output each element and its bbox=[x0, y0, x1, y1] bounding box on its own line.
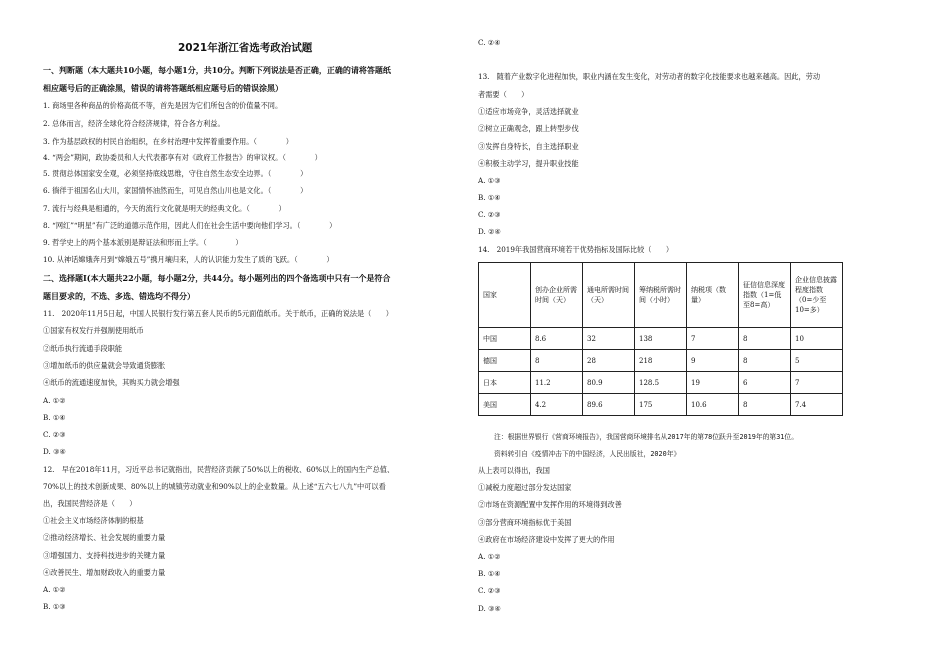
q13-option-a: A. ①③ bbox=[478, 176, 501, 185]
table-cell: 9 bbox=[687, 350, 739, 372]
q13-option-d: D. ②④ bbox=[478, 227, 501, 236]
q13-statement-4: ④积极主动学习，提升职业技能 bbox=[478, 159, 579, 168]
table-cell: 德国 bbox=[479, 350, 531, 372]
table-cell: 美国 bbox=[479, 394, 531, 416]
q13-stem-line1: 13. 随着产业数字化进程加快，职业内涵在发生变化，对劳动者的数字化技能要求也越来越高。因此，劳动 bbox=[478, 72, 821, 81]
q11-option-d: D. ③④ bbox=[43, 447, 66, 456]
table-cell: 7 bbox=[687, 328, 739, 350]
q11-option-c: C. ②③ bbox=[43, 430, 66, 439]
judgment-item-5: 5. 贯彻总体国家安全观，必须坚持底线思维，守住自然生态安全边界。（ ） bbox=[43, 169, 308, 178]
table-cell: 中国 bbox=[479, 328, 531, 350]
q14-lead: 从上表可以得出，我国 bbox=[478, 466, 550, 475]
q14-statement-2: ②市场在资源配置中发挥作用的环境得到改善 bbox=[478, 500, 622, 509]
table-header-cell: 国家 bbox=[479, 263, 531, 328]
q13-stem-line2: 者需要（ ） bbox=[478, 90, 529, 99]
q12-statement-2: ②推动经济增长、社会发展的重要力量 bbox=[43, 533, 166, 542]
table-cell: 10.6 bbox=[687, 394, 739, 416]
table-cell: 日本 bbox=[479, 372, 531, 394]
table-cell: 128.5 bbox=[635, 372, 687, 394]
q11-statement-2: ②纸币执行流通手段职能 bbox=[43, 344, 123, 353]
q12-stem-line1: 12. 早在2018年11月，习近平总书记就指出，民营经济贡献了50%以上的税收、60%以上的国内生产总值、 bbox=[43, 465, 395, 474]
table-cell: 19 bbox=[687, 372, 739, 394]
q14-option-d: D. ③④ bbox=[478, 604, 501, 613]
q11-option-b: B. ①④ bbox=[43, 413, 66, 422]
table-row bbox=[479, 350, 843, 372]
environment-table bbox=[478, 262, 843, 416]
table-cell: 175 bbox=[635, 394, 687, 416]
q14-statement-4: ④政府在市场经济建设中发挥了更大的作用 bbox=[478, 535, 615, 544]
table-row bbox=[479, 394, 843, 416]
q13-statement-1: ①适应市场竞争，灵活选择就业 bbox=[478, 107, 579, 116]
table-cell: 8 bbox=[739, 328, 791, 350]
table-cell: 7.4 bbox=[791, 394, 843, 416]
table-cell: 8 bbox=[739, 394, 791, 416]
judgment-item-4: 4. “两会”期间，政协委员和人大代表都享有对《政府工作报告》的审议权。（ ） bbox=[43, 153, 322, 162]
section2-heading-line2: 题目要求的，不选、多选、错选均不得分） bbox=[43, 291, 195, 301]
judgment-item-8: 8. “网红”“明星”有广泛的道德示范作用，因此人们在社会生活中要向他们学习。（ ） bbox=[43, 221, 337, 230]
table-cell: 80.9 bbox=[583, 372, 635, 394]
q12-statement-4: ④改善民生、增加财政收入的重要力量 bbox=[43, 568, 166, 577]
q11-statement-1: ①国家有权发行并强制使用纸币 bbox=[43, 326, 144, 335]
table-cell: 89.6 bbox=[583, 394, 635, 416]
q14-statement-1: ①减税力度超过部分发达国家 bbox=[478, 483, 572, 492]
q14-option-b: B. ①④ bbox=[478, 569, 501, 578]
section1-heading-line2: 相应题号后的正确涂黑，错误的请将答题纸相应题号后的错误涂黑） bbox=[43, 83, 283, 93]
table-cell: 4.2 bbox=[531, 394, 583, 416]
q12-stem-line2: 70%以上的技术创新成果、80%以上的城镇劳动就业和90%以上的企业数量。从上述“五六七八九”中可以看 bbox=[43, 482, 386, 491]
q12-option-a: A. ①② bbox=[43, 585, 66, 594]
judgment-item-3: 3. 作为基层政权的村民自治组织，在乡村治理中发挥着重要作用。（ ） bbox=[43, 137, 293, 146]
table-header-cell: 企业信息披露程度指数（0=少至10=多） bbox=[791, 263, 843, 328]
table-cell: 8 bbox=[531, 350, 583, 372]
q11-statement-3: ③增加纸币的供应量就会导致通货膨胀 bbox=[43, 361, 166, 370]
table-cell: 7 bbox=[791, 372, 843, 394]
table-header-cell: 筹纳税所需时间（小时） bbox=[635, 263, 687, 328]
table-header-cell: 通电所需时间（天） bbox=[583, 263, 635, 328]
table-header-cell: 创办企业所需时间（天） bbox=[531, 263, 583, 328]
q14-statement-3: ③部分营商环境指标优于美国 bbox=[478, 518, 572, 527]
judgment-item-6: 6. 徜徉于祖国名山大川，家国情怀油然而生，可见自然山川也是文化。（ ） bbox=[43, 186, 308, 195]
q11-stem: 11. 2020年11月5日起，中国人民银行发行第五套人民币的5元面值纸币。关于纸币，正确的说法是（ ） bbox=[43, 309, 393, 318]
table-cell: 11.2 bbox=[531, 372, 583, 394]
section2-heading-line1: 二、选择题Ⅰ(本大题共22小题，每小题2分，共44分。每小题列出的四个备选项中只有一个是符合 bbox=[43, 273, 391, 283]
q11-option-a: A. ①② bbox=[43, 396, 66, 405]
table-cell: 8 bbox=[739, 350, 791, 372]
q13-statement-2: ②树立正确观念，跟上转型步伐 bbox=[478, 124, 579, 133]
q13-option-b: B. ①④ bbox=[478, 193, 501, 202]
page-title: 2021年浙江省选考政治试题 bbox=[178, 42, 313, 54]
section1-heading-line1: 一、判断题（本大题共10小题，每小题1分，共10分。判断下列说法是否正确，正确的请将答题纸 bbox=[43, 65, 391, 75]
table-cell: 6 bbox=[739, 372, 791, 394]
table-source: 资料转引自《疫情冲击下的中国经济，人民出版社，2020年》 bbox=[494, 450, 681, 458]
q12-statement-1: ①社会主义市场经济体制的根基 bbox=[43, 516, 144, 525]
table-row bbox=[479, 328, 843, 350]
table-note: 注：根据世界银行《营商环境报告》，我国营商环境排名从2017年的第78位跃升至2019年的第31位。 bbox=[494, 433, 798, 441]
table-cell: 10 bbox=[791, 328, 843, 350]
table-cell: 28 bbox=[583, 350, 635, 372]
table-cell: 8.6 bbox=[531, 328, 583, 350]
q13-statement-3: ③发挥自身特长，自主选择职业 bbox=[478, 142, 579, 151]
judgment-item-9: 9. 哲学史上的两个基本派别是辩证法和形而上学。（ ） bbox=[43, 238, 243, 247]
q14-option-c: C. ②③ bbox=[478, 586, 501, 595]
table-header-row bbox=[479, 263, 843, 328]
q12-option-b: B. ①③ bbox=[43, 602, 66, 611]
judgment-item-10: 10. 从神话嫦娥奔月到“嫦娥五号”携月壤归来，人的认识能力发生了质的飞跃。（ ） bbox=[43, 255, 334, 264]
table-cell: 218 bbox=[635, 350, 687, 372]
table-header-cell: 征信信息深度指数（1=低至8=高） bbox=[739, 263, 791, 328]
judgment-item-2: 2. 总体而言，经济全球化符合经济规律，符合各方利益。 bbox=[43, 119, 225, 128]
q13-option-c: C. ②③ bbox=[478, 210, 501, 219]
table-header-cell: 纳税项（数量） bbox=[687, 263, 739, 328]
table-cell: 5 bbox=[791, 350, 843, 372]
judgment-item-7: 7. 流行与经典是相通的，今天的流行文化就是明天的经典文化。（ ） bbox=[43, 204, 286, 213]
table-row bbox=[479, 372, 843, 394]
q14-option-a: A. ①② bbox=[478, 552, 501, 561]
q11-statement-4: ④纸币的流通速度加快，其购买力就会增强 bbox=[43, 378, 180, 387]
judgment-item-1: 1. 商场里各种商品的价格高低不等，首先是因为它们所包含的价值量不同。 bbox=[43, 101, 283, 110]
table-cell: 32 bbox=[583, 328, 635, 350]
table-cell: 138 bbox=[635, 328, 687, 350]
q12-stem-line3: 出，我国民营经济是（ ） bbox=[43, 499, 137, 508]
q12-statement-3: ③增强国力、支持科技进步的关键力量 bbox=[43, 551, 166, 560]
q12-option-c: C. ②④ bbox=[478, 38, 501, 47]
q14-stem: 14. 2019年我国营商环境若干优势指标及国际比较（ ） bbox=[478, 245, 674, 254]
